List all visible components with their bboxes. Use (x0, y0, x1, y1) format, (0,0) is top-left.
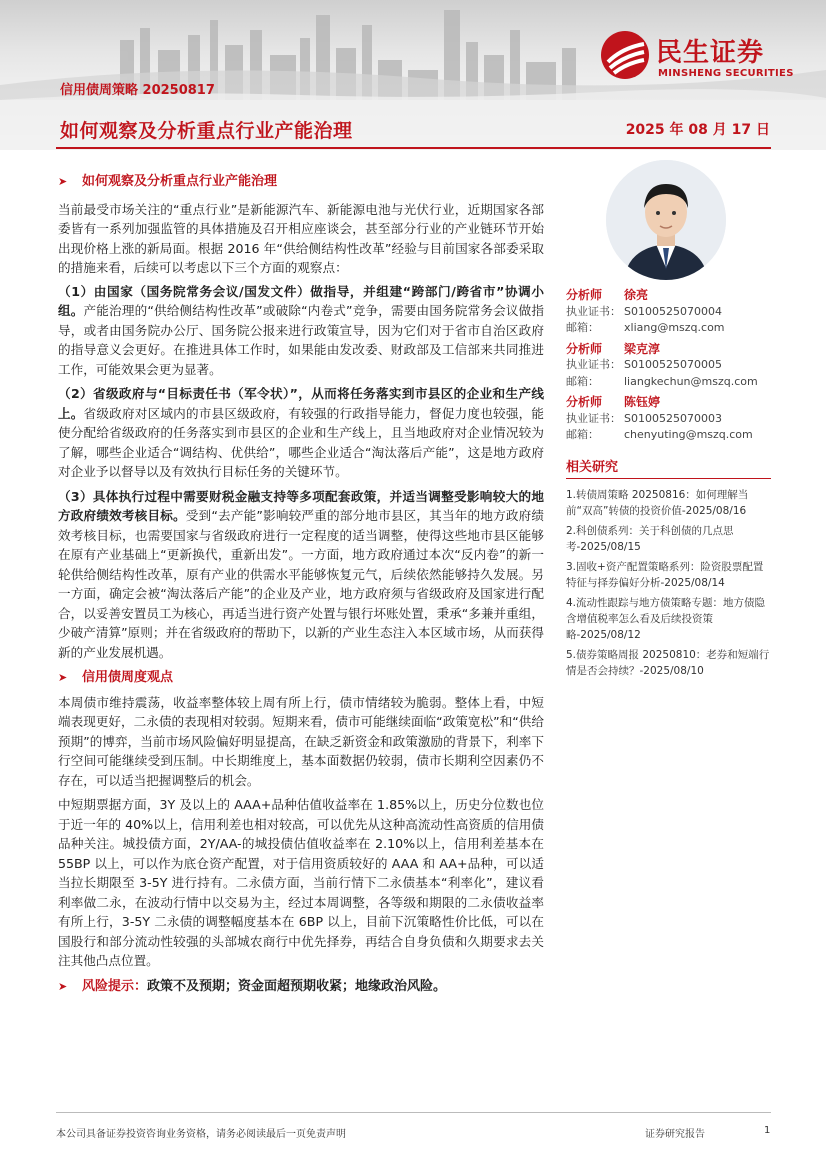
related-title: 相关研究 (566, 456, 771, 479)
cert-number: S0100525070004 (624, 304, 722, 318)
mail-label: 邮箱： (566, 374, 599, 388)
header-rule (56, 147, 771, 149)
arrow-icon: ➤ (58, 671, 68, 684)
cert-label: 执业证书： (566, 411, 621, 425)
footer-report-type: 证券研究报告 (645, 1129, 705, 1140)
section-title: 如何观察及分析重点行业产能治理 (82, 174, 278, 189)
cert-number: S0100525070005 (624, 358, 722, 371)
analyst-role: 分析师 (566, 395, 603, 409)
related-item[interactable]: 2.科创债系列：关于科创债的几点思考-2025/08/15 (566, 525, 734, 553)
logo-text-en: MINSHENG SECURITIES (658, 68, 794, 79)
mail-label: 邮箱： (566, 321, 599, 334)
cert-label: 执业证书： (566, 304, 621, 318)
arrow-icon: ➤ (58, 175, 68, 188)
report-series: 信用债周策略 20250817 (60, 83, 215, 98)
paragraph-body: 省级政府对区域内的市县区级政府，有较强的行政指导能力，督促力度也较强，能使分配给省级政府的任务落实到市县区的企业和生产线上，且当地政府对企业情况较为了解，哪些企业适合“调结构、优供给”，哪些企业适合“淘汰落后产能”，这是地方政府对企业予以督导以及有效执行目标任务的关键环节。 (58, 405, 545, 479)
analyst-name: 陈钰婷 (624, 395, 661, 409)
mail-label: 邮箱： (566, 428, 599, 441)
logo-text-cn: 民生证券 (656, 38, 765, 68)
paragraph (58, 282, 544, 380)
paragraph-lead: （3）具体执行过程中需要财税金融支持等多项配套政策，并适当调整受影响较大的地方政府绩效考核目标。 (58, 488, 544, 523)
section-heading (58, 172, 544, 192)
section-title: 信用债周度观点 (82, 670, 174, 685)
paragraph: 本周债市维持震荡，收益率整体较上周有所上行，债市情绪较为脆弱。整体上看，中短端表现更好，二永债的表现相对较弱。短期来看，债市可能继续面临“政策宽松”和“供给预期”的博弈，当前市场风险偏好明显提高，在缺乏新资金和政策激励的背景下，利率下行空间可能继续受到压制。中长期维度上，基本面数据仍较弱，债市长期利空因素仍不存在，可以适当把握调整后的机会。 (58, 694, 544, 788)
report-header (0, 0, 826, 150)
page-number: 1 (764, 1125, 771, 1136)
analyst-card (566, 394, 771, 444)
risk-label: 风险提示： (82, 978, 148, 994)
cert-label: 执业证书： (566, 358, 621, 371)
related-item[interactable]: 4.流动性跟踪与地方债策略专题：地方债隐含增值税率怎么看及后续投资策略-2025/08/12 (566, 597, 766, 641)
related-research (566, 456, 771, 683)
analyst-list (566, 287, 771, 448)
report-date: 2025 年 08 月 17 日 (625, 122, 770, 138)
related-item[interactable]: 1.转债周策略 20250816：如何理解当前“双高”转债的投资价值-2025/08/16 (566, 489, 749, 517)
risk-text: 政策不及预期；资金面超预期收紧；地缘政治风险。 (147, 978, 447, 994)
paragraph-lead: （2）省级政府与“目标责任书（军令状）”，从而将任务落实到市县区的企业和生产线上。 (58, 386, 544, 421)
paragraph: 当前最受市场关注的“重点行业”是新能源汽车、新能源电池与光伏行业，近期国家各部委皆有一系列加强监管的具体措施及召开相应座谈会，甚至部分行业的产业链环节开始出现价格上涨的新局面。根据 2016 年“供给侧结构性改革”经验与目前国家各部委采取的措施来看，后续可以考虑以下三个方面的观察点： (58, 201, 544, 275)
logo-mark-icon (600, 30, 650, 80)
section-heading (58, 668, 544, 688)
analyst-name: 梁克淳 (624, 341, 661, 356)
arrow-icon: ➤ (58, 979, 68, 993)
related-item[interactable]: 5.债券策略周报 20250810：老券和短端行情是否会持续？-2025/08/10 (566, 649, 770, 677)
analyst-email[interactable]: xliang@mszq.com (624, 321, 725, 334)
report-title: 如何观察及分析重点行业产能治理 (60, 120, 353, 142)
analyst-role: 分析师 (566, 288, 603, 302)
analyst-portrait-image (606, 160, 726, 280)
paragraph: 中短期票据方面，3Y 及以上的 AAA+品种估值收益率在 1.85%以上，历史分位数也位于近一年的 40%以上，信用利差也相对较高，可以优先从这种高流动性高资质的信用债品种关注。城投债方面，2Y/AA-的城投债估值收益率在 2.10%以上，信用利差基本在 55BP 以上，可以作为底仓资产配置，对于信用资质较好的 AAA 和 AA+品种，可以适当拉长期限至 3-5Y 进行持有。二永债方面，当前行情下二永债基本“利率化”，建议看利率做二永，在波动行情中以交易为主，经过本周调整，各等级和期限的二永债收益率有所上行，3-5Y 二永债的调整幅度基本在 6BP 以上，目前下沉策略性价比低，可以在国股行和部分流动性较强的头部城农商行中优先择券，再结合自身负债和久期要求去关注其他凸点位置。 (58, 797, 544, 968)
analyst-photo (606, 160, 726, 280)
footer-disclaimer: 本公司具备证券投资咨询业务资格，请务必阅读最后一页免责声明 (56, 1129, 346, 1140)
analyst-name: 徐亮 (624, 288, 649, 302)
paragraph-body: 产能治理的“供给侧结构性改革”或破除“内卷式”竞争，需要由国务院常务会议做指导，或者由国务院办公厅、国务院公报来进行政策宣导，因为它们对于省市自治区政府的指导意义会更好。在推进具体工作时，如果能由发改委、财政部及工信部来共同推进工作，可能效果会更为显著。 (58, 303, 544, 377)
paragraph-lead: （1）由国家（国务院常务会议/国发文件）做指导，并组建“跨部门/跨省市”协调小组。 (58, 283, 544, 318)
main-content (58, 172, 544, 996)
analyst-card (566, 287, 771, 337)
analyst-role: 分析师 (566, 341, 603, 356)
analyst-email[interactable]: chenyuting@mszq.com (624, 428, 753, 441)
company-logo (600, 30, 810, 85)
paragraph-body: 受到“去产能”影响较严重的部分地市县区，其当年的地方政府绩效考核目标，也需要国家与省级政府进行一定程度的适当调整，使得这些地市县区能够在原有产业基础上“更新换代，重新出发”。一方面，地方政府通过本次“反内卷”的新一轮供给侧结构性改革，原有产业的供需水平能够恢复元气，后续依然能够持久发展。另一方面，确定会被“淘汰落后产能”的企业及产业，地方政府须与省级政府及国家进行配合，以妥善安置员工为核心，再适当进行资产处置与银行坏账处置，秉承“多兼并重组，少破产清算”原则；并在省级政府的帮助下，以新的产业生态注入本区域市场，从而获得新的产业发展机遇。 (58, 508, 544, 660)
cert-number: S0100525070003 (624, 411, 722, 425)
footer-rule (56, 1112, 771, 1113)
analyst-card (566, 341, 771, 391)
paragraph (58, 384, 544, 482)
analyst-email[interactable]: liangkechun@mszq.com (624, 374, 758, 388)
paragraph (58, 487, 544, 663)
risk-warning (58, 977, 544, 997)
related-item[interactable]: 3.固收+资产配置策略系列：险资股票配置特征与择券偏好分析-2025/08/14 (566, 561, 764, 589)
